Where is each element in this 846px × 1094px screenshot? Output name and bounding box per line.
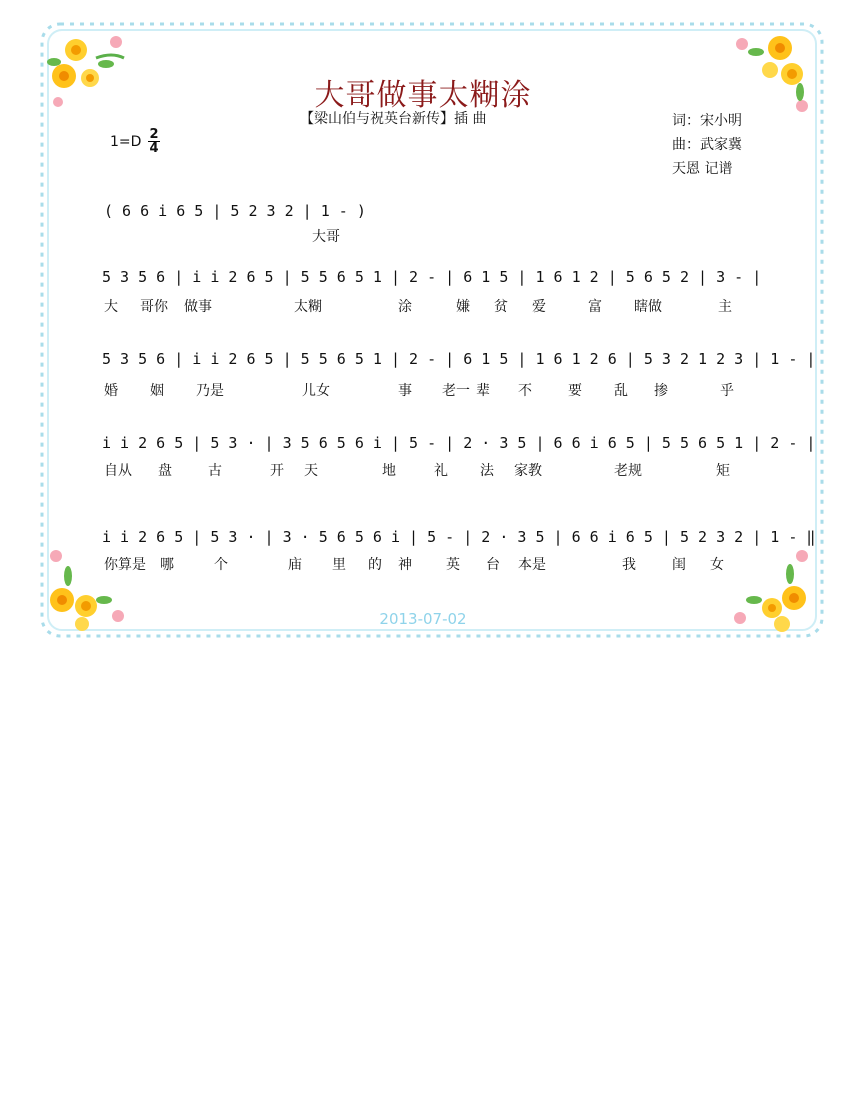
lyric-word: 贫	[494, 299, 508, 315]
lyric-word: 乃是	[196, 383, 224, 399]
lyric-word: 台	[486, 557, 500, 573]
key-signature: 1=D	[110, 134, 142, 150]
lyric-word: 做事	[184, 299, 212, 315]
lyric-word: 爱	[532, 299, 546, 315]
lyric-word: 法	[480, 463, 494, 479]
time-signature-top: 2	[149, 127, 159, 142]
lyric-word: 乱	[614, 383, 628, 399]
lyric-word: 辈	[476, 383, 490, 399]
transcriber-credit: 天恩 记谱	[672, 161, 733, 177]
lyric-word: 的	[368, 557, 382, 573]
lyric-word: 婚	[104, 383, 118, 399]
lyricist-credit: 词：宋小明	[672, 113, 742, 129]
composer-credit: 曲：武家冀	[672, 137, 742, 153]
lyric-word: 礼	[434, 463, 448, 479]
lyric-word: 英	[446, 557, 460, 573]
lyric-word: 里	[332, 557, 346, 573]
intro-notation: ( 6 6 i 6 5 | 5 2 3 2 | 1 - )	[104, 202, 366, 220]
lyric-word: 姻	[150, 383, 164, 399]
lyric-word: 地	[382, 463, 396, 479]
song-title: 大哥做事太糊涂	[314, 78, 532, 113]
lyric-word: 瞎做	[634, 299, 662, 315]
notation-line-3: i i 2 6 5 | 5 3 · | 3 5 6 5 6 i | 5 - | 2 · 3 5 | 6 6 i 6 5 | 5 5 6 5 1 | 2 - |	[102, 434, 816, 452]
song-subtitle: 【梁山伯与祝英台新传】插 曲	[300, 111, 487, 127]
lyric-word: 古	[208, 463, 222, 479]
notation-line-2: 5 3 5 6 | i i 2 6 5 | 5 5 6 5 1 | 2 - | 6 1 5 | 1 6 1 2 6 | 5 3 2 1 2 3 | 1 - |	[102, 350, 816, 368]
lyric-word: 我	[622, 557, 636, 573]
time-signature-bottom: 4	[149, 141, 159, 156]
intro-lyric: 大哥	[312, 229, 340, 245]
lyric-word: 儿女	[302, 383, 330, 399]
lyric-word: 家教	[514, 463, 542, 479]
lyric-word: 不	[518, 383, 532, 399]
lyric-word: 事	[398, 383, 412, 399]
lyric-word: 盘	[158, 463, 172, 479]
lyric-word: 你算是	[104, 557, 146, 573]
lyric-word: 闺	[672, 557, 686, 573]
lyric-word: 嫌	[456, 299, 470, 315]
lyric-word: 天	[304, 463, 318, 479]
lyric-word: 庙	[288, 557, 302, 573]
lyric-word: 自从	[104, 463, 132, 479]
lyric-word: 矩	[716, 463, 730, 479]
lyric-word: 富	[588, 299, 602, 315]
lyric-word: 要	[568, 383, 582, 399]
lyric-word: 太糊	[294, 299, 322, 315]
lyric-word: 个	[214, 557, 228, 573]
lyric-word: 女	[710, 557, 724, 573]
lyric-word: 大	[104, 299, 118, 315]
lyric-word: 乎	[720, 383, 734, 399]
lyric-word: 开	[270, 463, 284, 479]
notation-line-4: i i 2 6 5 | 5 3 · | 3 · 5 6 5 6 i | 5 - | 2 · 3 5 | 6 6 i 6 5 | 5 2 3 2 | 1 - ‖	[102, 528, 816, 546]
time-signature	[148, 128, 160, 155]
notation-line-1: 5 3 5 6 | i i 2 6 5 | 5 5 6 5 1 | 2 - | 6 1 5 | 1 6 1 2 | 5 6 5 2 | 3 - |	[102, 268, 762, 286]
lyric-word: 哪	[160, 557, 174, 573]
date-stamp: 2013-07-02	[379, 610, 467, 628]
lyric-word: 涂	[398, 299, 412, 315]
lyric-word: 老一	[442, 383, 470, 399]
lyric-word: 神	[398, 557, 412, 573]
lyric-word: 本是	[518, 557, 546, 573]
lyric-word: 掺	[654, 383, 668, 399]
lyric-word: 老规	[614, 463, 642, 479]
lyric-word: 主	[718, 299, 732, 315]
lyric-word: 哥你	[140, 299, 168, 315]
